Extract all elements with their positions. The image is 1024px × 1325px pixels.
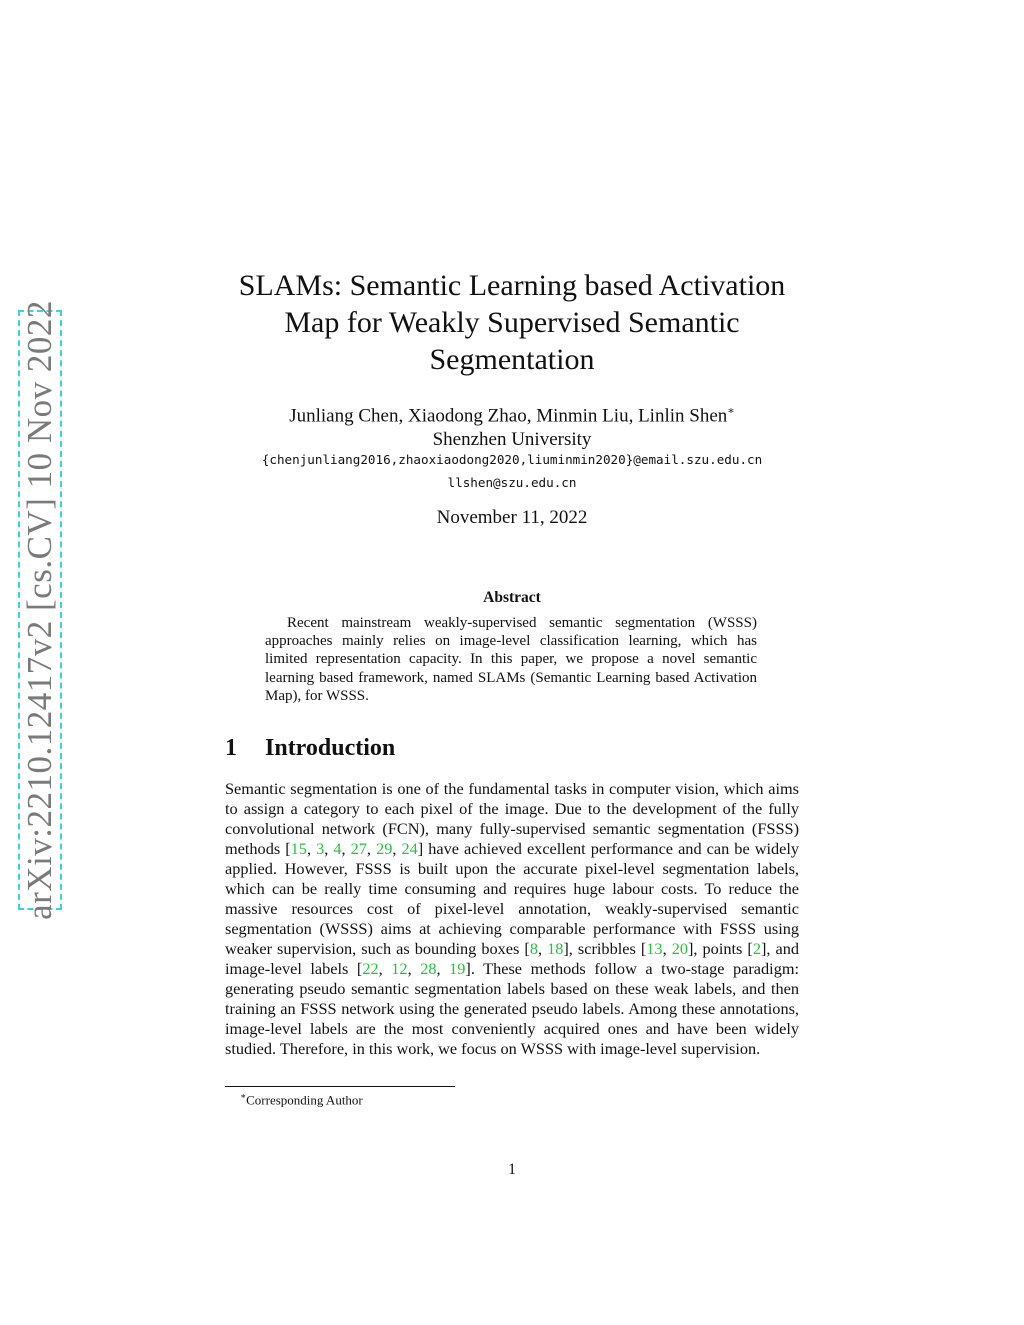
citation-link[interactable]: 27 [350,839,367,858]
citation-link[interactable]: 3 [316,839,325,858]
citation-link[interactable]: 15 [290,839,307,858]
citation-link[interactable]: 2 [752,939,761,958]
title-line: SLAMs: Semantic Learning based Activation [238,269,786,302]
footnote-divider [225,1086,455,1087]
intro-text: ], and image-level labels [ [225,939,800,978]
citation-link[interactable]: 28 [420,959,437,978]
intro-text: ], scribbles [ [563,939,647,958]
corresponding-email: llshen@szu.edu.cn [447,475,577,490]
citation-link[interactable]: 22 [362,959,379,978]
intro-text: ]. These methods follow a two-stage paradigm: generating pseudo semantic segmentation labels based on these weak labels, and then training an FSSS network using the generated pseudo labels. Among these annotations, image-level labels are the most conveniently acquired ones and have been widely studied. Therefore, in this work, we focus on WSSS with image-level supervision. [225,959,800,1058]
footnote [240,1091,800,1108]
citation-link[interactable]: 18 [547,939,564,958]
section-number: 1 [225,735,237,761]
citation-link[interactable]: 12 [391,959,408,978]
citation-link[interactable]: 20 [671,939,688,958]
corresponding-author-mark: ∗ [727,405,735,417]
section-heading [225,735,799,762]
arxiv-identifier: arXiv:2210.12417v2 [cs.CV] 10 Nov 2022 [20,300,59,920]
author-emails: {chenjunliang2016,zhaoxiaodong2020,liuminmin2020}@email.szu.edu.cn [261,452,763,467]
citation-link[interactable]: 24 [401,839,418,858]
author-block [225,399,799,452]
footnote-text: Corresponding Author [246,1092,363,1108]
page-number: 1 [508,1161,516,1178]
affiliation: Shenzhen University [432,429,592,451]
title-line: Map for Weakly Supervised Semantic [284,306,740,339]
citation-link[interactable]: 8 [529,939,538,958]
citation-link[interactable]: 4 [333,839,342,858]
citation-link[interactable]: 19 [449,959,466,978]
intro-text: ], points [ [687,939,753,958]
author-list: Junliang Chen, Xiaodong Zhao, Minmin Liu, Linlin Shen [289,405,728,427]
paper-date: November 11, 2022 [436,507,588,528]
title-line: Segmentation [429,343,595,376]
abstract-text: Recent mainstream weakly-supervised semantic segmentation (WSSS) approaches mainly relies on image-level classification learning, which has limited representation capacity. In this paper, we propose a novel semantic learning based framework, named SLAMs (Semantic Learning based Activation Map), for WSSS. [265,615,757,704]
arxiv-stamp [18,300,62,920]
paper-title [225,267,799,378]
section-title: Introduction [265,735,396,761]
abstract-heading: Abstract [483,589,541,606]
footnote-mark: ∗ [240,1091,247,1101]
intro-text: Semantic segmentation is one of the fundamental tasks in computer vision, which aims to assign a category to each pixel of the image. Due to the development of the fully convolutional network (FCN), many fully-supervised semantic segmentation (FSSS) methods [ [225,779,799,858]
introduction-paragraph: Semantic segmentation is one of the fundamental tasks in computer vision, which aims to assign a category to each pixel of the image. Due to the development of the fully convolutional network (FCN), many fully-supervised semantic segmentation (FSSS) methods [15, 3, 4, 27, 29, 24] have achieved excellent performance and can be widely applied. However, FSSS is built upon the accurate pixel-level segmentation labels, which can be really time consuming and requires huge labour costs. To reduce the massive resources cost of pixel-level annotation, weakly-supervised semantic segmentation (WSSS) aims at achieving comparable performance with FSSS using weaker supervision, such as bounding boxes [8, 18], scribbles [13, 20], points [2], and image-level labels [22, 12, 28, 19]. These methods follow a two-stage paradigm: generating pseudo semantic segmentation labels based on these weak labels, and then training an FSSS network using the generated pseudo labels. Among these annotations, image-level labels are the most conveniently acquired ones and have been widely studied. Therefore, in this work, we focus on WSSS with image-level supervision. [225,779,800,1058]
citation-link[interactable]: 13 [646,939,663,958]
citation-link[interactable]: 29 [376,839,393,858]
intro-text: ] have achieved excellent performance and can be widely applied. However, FSSS is built upon the accurate pixel-level segmentation labels, which can be really time consuming and requires huge labour costs. To reduce the massive resources cost of pixel-level annotation, weakly-supervised semantic segmentation (WSSS) aims at achieving comparable performance with FSSS using weaker supervision, such as bounding boxes [ [225,839,800,958]
